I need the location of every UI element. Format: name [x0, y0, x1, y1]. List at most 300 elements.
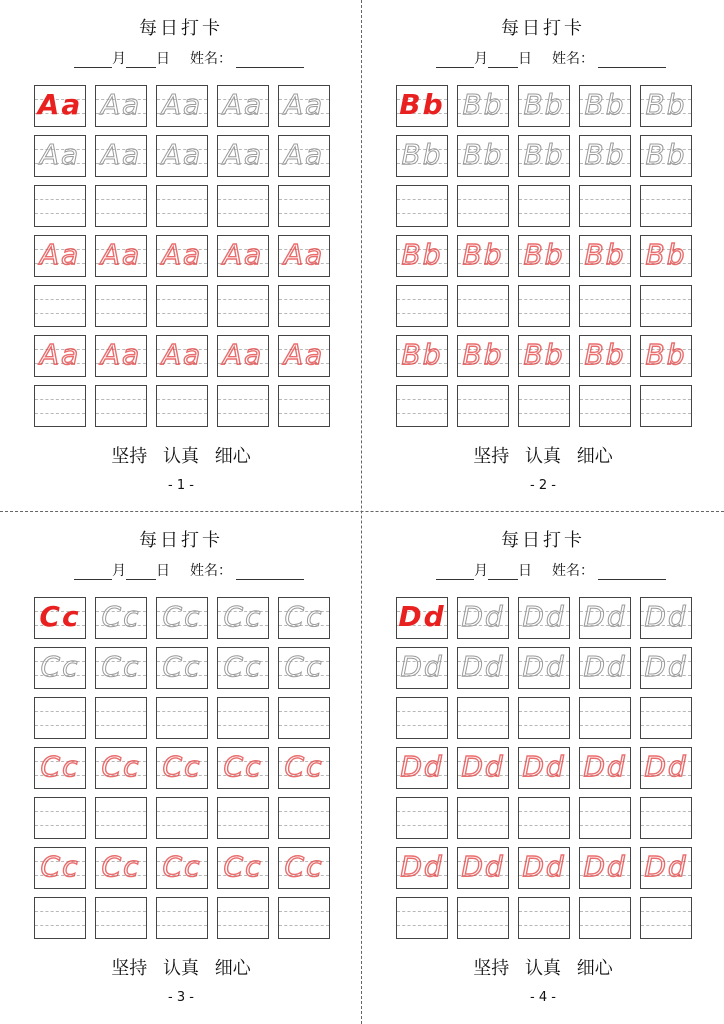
- trace-letters: Cc: [162, 600, 202, 633]
- dotted-letters: Cc: [101, 750, 141, 783]
- guide-line: [279, 413, 329, 414]
- writing-cell[interactable]: [156, 597, 208, 639]
- name-blank[interactable]: [598, 53, 666, 68]
- writing-cell[interactable]: [640, 797, 692, 839]
- writing-cell[interactable]: [156, 335, 208, 377]
- writing-cell[interactable]: [217, 647, 269, 689]
- name-blank[interactable]: [598, 565, 666, 580]
- guide-line: [279, 313, 329, 314]
- trace-letters: Bb: [462, 138, 504, 171]
- trace-letters: Cc: [284, 650, 324, 683]
- writing-cell[interactable]: [95, 185, 147, 227]
- writing-cell[interactable]: [579, 135, 631, 177]
- writing-cell[interactable]: [457, 647, 509, 689]
- dotted-letters: Dd: [400, 850, 444, 883]
- writing-cell[interactable]: [156, 235, 208, 277]
- writing-cell[interactable]: [278, 285, 330, 327]
- guide-line: [35, 911, 85, 912]
- guide-line: [157, 825, 207, 826]
- dotted-letters: Aa: [39, 238, 81, 271]
- guide-line: [157, 399, 207, 400]
- writing-cell[interactable]: [95, 135, 147, 177]
- writing-cell[interactable]: [217, 385, 269, 427]
- writing-cell[interactable]: [518, 597, 570, 639]
- writing-cell[interactable]: [217, 335, 269, 377]
- trace-letters: Dd: [461, 600, 505, 633]
- writing-cell[interactable]: [34, 285, 86, 327]
- writing-cell[interactable]: [640, 897, 692, 939]
- day-blank[interactable]: [126, 53, 156, 68]
- writing-cell[interactable]: [457, 747, 509, 789]
- guide-line: [458, 811, 508, 812]
- dotted-letters: Aa: [283, 238, 325, 271]
- guide-line: [218, 811, 268, 812]
- writing-cell[interactable]: [95, 597, 147, 639]
- writing-cell[interactable]: [640, 335, 692, 377]
- writing-cell[interactable]: [95, 647, 147, 689]
- writing-cell[interactable]: [579, 335, 631, 377]
- writing-cell[interactable]: [396, 185, 448, 227]
- writing-cell[interactable]: [34, 747, 86, 789]
- page-number: - 1 -: [168, 478, 194, 493]
- writing-cell[interactable]: [156, 797, 208, 839]
- dotted-letters: Dd: [461, 850, 505, 883]
- writing-cell[interactable]: [217, 135, 269, 177]
- writing-cell[interactable]: [34, 335, 86, 377]
- writing-cell[interactable]: [156, 85, 208, 127]
- writing-cell[interactable]: [640, 647, 692, 689]
- writing-cell[interactable]: [457, 85, 509, 127]
- month-blank[interactable]: [74, 565, 112, 580]
- dotted-letters: Aa: [100, 238, 142, 271]
- trace-letters: Bb: [645, 138, 687, 171]
- guide-line: [157, 313, 207, 314]
- dotted-letters: Bb: [401, 338, 443, 371]
- name-label: 姓名：: [552, 51, 594, 67]
- writing-cell[interactable]: [396, 285, 448, 327]
- guide-line: [218, 299, 268, 300]
- trace-letters: Bb: [523, 88, 565, 121]
- guide-line: [519, 199, 569, 200]
- trace-letters: Cc: [101, 600, 141, 633]
- writing-cell[interactable]: [457, 897, 509, 939]
- writing-cell[interactable]: [278, 897, 330, 939]
- writing-cell[interactable]: [579, 647, 631, 689]
- dotted-letters: Bb: [584, 338, 626, 371]
- writing-cell[interactable]: [396, 385, 448, 427]
- guide-line: [157, 199, 207, 200]
- guide-line: [397, 313, 447, 314]
- writing-cell[interactable]: [457, 135, 509, 177]
- writing-cell[interactable]: [156, 697, 208, 739]
- dotted-letters: Aa: [283, 338, 325, 371]
- writing-cell[interactable]: [640, 597, 692, 639]
- guide-line: [519, 413, 569, 414]
- writing-cell[interactable]: [278, 335, 330, 377]
- writing-cell[interactable]: [579, 185, 631, 227]
- writing-cell[interactable]: [518, 847, 570, 889]
- sheet-title: 每日打卡: [501, 18, 585, 39]
- writing-cell[interactable]: [457, 597, 509, 639]
- trace-letters: Aa: [222, 138, 264, 171]
- guide-line: [157, 711, 207, 712]
- guide-line: [157, 213, 207, 214]
- guide-line: [218, 413, 268, 414]
- dotted-letters: Bb: [462, 238, 504, 271]
- dotted-letters: Cc: [223, 850, 263, 883]
- writing-cell[interactable]: [217, 847, 269, 889]
- writing-cell[interactable]: [217, 285, 269, 327]
- writing-cell[interactable]: [396, 747, 448, 789]
- guide-line: [580, 199, 630, 200]
- guide-line: [157, 299, 207, 300]
- guide-line: [279, 199, 329, 200]
- writing-cell[interactable]: [95, 285, 147, 327]
- guide-line: [580, 313, 630, 314]
- example-letters: Dd: [398, 600, 446, 633]
- writing-cell[interactable]: [640, 85, 692, 127]
- dotted-letters: Cc: [284, 850, 324, 883]
- writing-cell[interactable]: [95, 335, 147, 377]
- page-number: - 4 -: [530, 990, 556, 1005]
- dotted-letters: Cc: [162, 850, 202, 883]
- guide-line: [157, 911, 207, 912]
- writing-cell[interactable]: [396, 597, 448, 639]
- month-blank[interactable]: [436, 565, 474, 580]
- writing-cell[interactable]: [278, 135, 330, 177]
- writing-cell[interactable]: [156, 385, 208, 427]
- writing-cell[interactable]: [34, 847, 86, 889]
- writing-cell[interactable]: [579, 85, 631, 127]
- writing-cell[interactable]: [457, 235, 509, 277]
- writing-cell[interactable]: [457, 185, 509, 227]
- guide-line: [279, 711, 329, 712]
- dotted-letters: Dd: [583, 750, 627, 783]
- dotted-letters: Cc: [40, 850, 80, 883]
- writing-cell[interactable]: [579, 285, 631, 327]
- guide-line: [519, 313, 569, 314]
- dotted-letters: Bb: [462, 338, 504, 371]
- writing-cell[interactable]: [579, 235, 631, 277]
- guide-line: [519, 711, 569, 712]
- guide-line: [397, 199, 447, 200]
- writing-cell[interactable]: [579, 797, 631, 839]
- writing-cell[interactable]: [518, 85, 570, 127]
- guide-line: [641, 811, 691, 812]
- trace-letters: Cc: [101, 650, 141, 683]
- writing-cell[interactable]: [396, 847, 448, 889]
- trace-letters: Dd: [583, 650, 627, 683]
- trace-letters: Bb: [584, 88, 626, 121]
- day-label: 日: [518, 563, 532, 579]
- writing-cell[interactable]: [156, 897, 208, 939]
- writing-cell[interactable]: [217, 185, 269, 227]
- writing-cell[interactable]: [34, 385, 86, 427]
- trace-letters: Bb: [645, 88, 687, 121]
- writing-cell[interactable]: [217, 797, 269, 839]
- guide-line: [157, 925, 207, 926]
- writing-cell[interactable]: [396, 797, 448, 839]
- trace-letters: Cc: [223, 650, 263, 683]
- writing-cell[interactable]: [156, 647, 208, 689]
- guide-line: [458, 399, 508, 400]
- guide-line: [519, 399, 569, 400]
- dotted-letters: Aa: [222, 338, 264, 371]
- writing-cell[interactable]: [217, 897, 269, 939]
- writing-cell[interactable]: [579, 747, 631, 789]
- writing-cell[interactable]: [278, 235, 330, 277]
- writing-cell[interactable]: [95, 85, 147, 127]
- name-blank[interactable]: [236, 565, 304, 580]
- dotted-letters: Bb: [584, 238, 626, 271]
- guide-line: [641, 313, 691, 314]
- guide-line: [279, 299, 329, 300]
- dotted-letters: Aa: [161, 338, 203, 371]
- writing-cell[interactable]: [640, 135, 692, 177]
- guide-line: [96, 811, 146, 812]
- name-label: 姓名：: [190, 51, 232, 67]
- writing-cell[interactable]: [156, 185, 208, 227]
- guide-line: [580, 213, 630, 214]
- writing-cell[interactable]: [156, 747, 208, 789]
- guide-line: [519, 925, 569, 926]
- trace-letters: Dd: [522, 600, 566, 633]
- writing-cell[interactable]: [95, 797, 147, 839]
- writing-cell[interactable]: [640, 847, 692, 889]
- dotted-letters: Cc: [223, 750, 263, 783]
- month-label: 月: [474, 51, 488, 67]
- writing-cell[interactable]: [640, 235, 692, 277]
- writing-cell[interactable]: [217, 85, 269, 127]
- writing-cell[interactable]: [156, 285, 208, 327]
- trace-letters: Dd: [522, 650, 566, 683]
- date-name-line: [74, 560, 304, 580]
- month-label: 月: [112, 51, 126, 67]
- guide-line: [35, 399, 85, 400]
- writing-cell[interactable]: [34, 897, 86, 939]
- guide-line: [35, 413, 85, 414]
- writing-cell[interactable]: [95, 697, 147, 739]
- guide-line: [96, 213, 146, 214]
- guide-line: [96, 925, 146, 926]
- writing-cell[interactable]: [278, 185, 330, 227]
- dotted-letters: Cc: [162, 750, 202, 783]
- writing-cell[interactable]: [278, 797, 330, 839]
- writing-cell[interactable]: [396, 647, 448, 689]
- writing-cell[interactable]: [278, 385, 330, 427]
- practice-sheet-2: [362, 0, 724, 512]
- date-name-line: [436, 48, 666, 68]
- day-blank[interactable]: [126, 565, 156, 580]
- guide-line: [157, 413, 207, 414]
- writing-cell[interactable]: [640, 385, 692, 427]
- guide-line: [96, 911, 146, 912]
- writing-cell[interactable]: [396, 85, 448, 127]
- writing-cell[interactable]: [156, 847, 208, 889]
- writing-cell[interactable]: [278, 85, 330, 127]
- guide-line: [641, 199, 691, 200]
- writing-cell[interactable]: [95, 847, 147, 889]
- writing-cell[interactable]: [396, 235, 448, 277]
- sheet-title: 每日打卡: [139, 530, 223, 551]
- trace-letters: Cc: [284, 600, 324, 633]
- writing-cell[interactable]: [34, 597, 86, 639]
- writing-cell[interactable]: [34, 185, 86, 227]
- writing-cell[interactable]: [34, 235, 86, 277]
- name-label: 姓名：: [552, 563, 594, 579]
- writing-cell[interactable]: [579, 385, 631, 427]
- name-blank[interactable]: [236, 53, 304, 68]
- day-blank[interactable]: [488, 565, 518, 580]
- guide-line: [397, 711, 447, 712]
- writing-cell[interactable]: [278, 847, 330, 889]
- writing-cell[interactable]: [457, 847, 509, 889]
- guide-line: [641, 725, 691, 726]
- writing-cell[interactable]: [34, 647, 86, 689]
- dotted-letters: Bb: [401, 238, 443, 271]
- guide-line: [519, 213, 569, 214]
- writing-grid: [34, 597, 330, 940]
- writing-cell[interactable]: [518, 335, 570, 377]
- guide-line: [580, 711, 630, 712]
- guide-line: [218, 199, 268, 200]
- guide-line: [218, 399, 268, 400]
- writing-cell[interactable]: [518, 285, 570, 327]
- guide-line: [580, 911, 630, 912]
- trace-letters: Aa: [283, 88, 325, 121]
- writing-cell[interactable]: [95, 897, 147, 939]
- writing-cell[interactable]: [278, 647, 330, 689]
- writing-cell[interactable]: [518, 697, 570, 739]
- writing-cell[interactable]: [640, 285, 692, 327]
- trace-letters: Bb: [584, 138, 626, 171]
- month-label: 月: [112, 563, 126, 579]
- writing-cell[interactable]: [457, 697, 509, 739]
- dotted-letters: Cc: [284, 750, 324, 783]
- guide-line: [218, 213, 268, 214]
- guide-line: [279, 825, 329, 826]
- writing-cell[interactable]: [579, 847, 631, 889]
- writing-cell[interactable]: [217, 747, 269, 789]
- writing-cell[interactable]: [579, 697, 631, 739]
- writing-cell[interactable]: [518, 235, 570, 277]
- writing-cell[interactable]: [34, 797, 86, 839]
- writing-cell[interactable]: [95, 235, 147, 277]
- trace-letters: Aa: [283, 138, 325, 171]
- guide-line: [458, 313, 508, 314]
- writing-cell[interactable]: [518, 647, 570, 689]
- writing-cell[interactable]: [518, 185, 570, 227]
- dotted-letters: Bb: [523, 238, 565, 271]
- guide-line: [96, 711, 146, 712]
- writing-cell[interactable]: [640, 747, 692, 789]
- guide-line: [35, 811, 85, 812]
- writing-cell[interactable]: [396, 897, 448, 939]
- practice-sheet-1: [0, 0, 362, 512]
- writing-cell[interactable]: [640, 185, 692, 227]
- writing-cell[interactable]: [278, 697, 330, 739]
- dotted-letters: Cc: [40, 750, 80, 783]
- guide-line: [458, 299, 508, 300]
- guide-line: [641, 911, 691, 912]
- dotted-letters: Bb: [645, 338, 687, 371]
- guide-line: [35, 825, 85, 826]
- guide-line: [96, 413, 146, 414]
- writing-cell[interactable]: [95, 747, 147, 789]
- writing-cell[interactable]: [396, 335, 448, 377]
- dotted-letters: Aa: [222, 238, 264, 271]
- writing-cell[interactable]: [457, 385, 509, 427]
- writing-cell[interactable]: [95, 385, 147, 427]
- writing-cell[interactable]: [34, 85, 86, 127]
- day-label: 日: [156, 51, 170, 67]
- guide-line: [641, 413, 691, 414]
- guide-line: [580, 725, 630, 726]
- writing-cell[interactable]: [518, 135, 570, 177]
- motto-text: 坚持 认真 细心: [473, 446, 613, 467]
- writing-cell[interactable]: [396, 697, 448, 739]
- writing-cell[interactable]: [518, 797, 570, 839]
- writing-cell[interactable]: [217, 697, 269, 739]
- month-blank[interactable]: [74, 53, 112, 68]
- trace-letters: Bb: [462, 88, 504, 121]
- dotted-letters: Dd: [644, 750, 688, 783]
- example-letters: Aa: [37, 88, 83, 121]
- writing-cell[interactable]: [34, 135, 86, 177]
- writing-cell[interactable]: [396, 135, 448, 177]
- month-blank[interactable]: [436, 53, 474, 68]
- writing-cell[interactable]: [156, 135, 208, 177]
- guide-line: [218, 911, 268, 912]
- name-label: 姓名：: [190, 563, 232, 579]
- guide-line: [458, 911, 508, 912]
- writing-cell[interactable]: [34, 697, 86, 739]
- dotted-letters: Dd: [461, 750, 505, 783]
- writing-cell[interactable]: [278, 597, 330, 639]
- dotted-letters: Cc: [101, 850, 141, 883]
- dotted-letters: Aa: [161, 238, 203, 271]
- trace-letters: Aa: [100, 138, 142, 171]
- sheet-title: 每日打卡: [501, 530, 585, 551]
- writing-cell[interactable]: [518, 747, 570, 789]
- guide-line: [397, 925, 447, 926]
- day-blank[interactable]: [488, 53, 518, 68]
- writing-cell[interactable]: [278, 747, 330, 789]
- guide-line: [157, 811, 207, 812]
- writing-cell[interactable]: [457, 285, 509, 327]
- trace-letters: Aa: [100, 88, 142, 121]
- writing-cell[interactable]: [640, 697, 692, 739]
- trace-letters: Aa: [161, 138, 203, 171]
- guide-line: [641, 399, 691, 400]
- writing-cell[interactable]: [217, 597, 269, 639]
- writing-cell[interactable]: [518, 897, 570, 939]
- motto-text: 坚持 认真 细心: [111, 446, 251, 467]
- page-number: - 2 -: [530, 478, 556, 493]
- guide-line: [458, 925, 508, 926]
- writing-cell[interactable]: [457, 797, 509, 839]
- guide-line: [580, 925, 630, 926]
- writing-cell[interactable]: [518, 385, 570, 427]
- trace-letters: Dd: [644, 600, 688, 633]
- writing-cell[interactable]: [579, 897, 631, 939]
- writing-cell[interactable]: [217, 235, 269, 277]
- guide-line: [641, 825, 691, 826]
- guide-line: [458, 825, 508, 826]
- writing-cell[interactable]: [579, 597, 631, 639]
- writing-cell[interactable]: [457, 335, 509, 377]
- guide-line: [397, 299, 447, 300]
